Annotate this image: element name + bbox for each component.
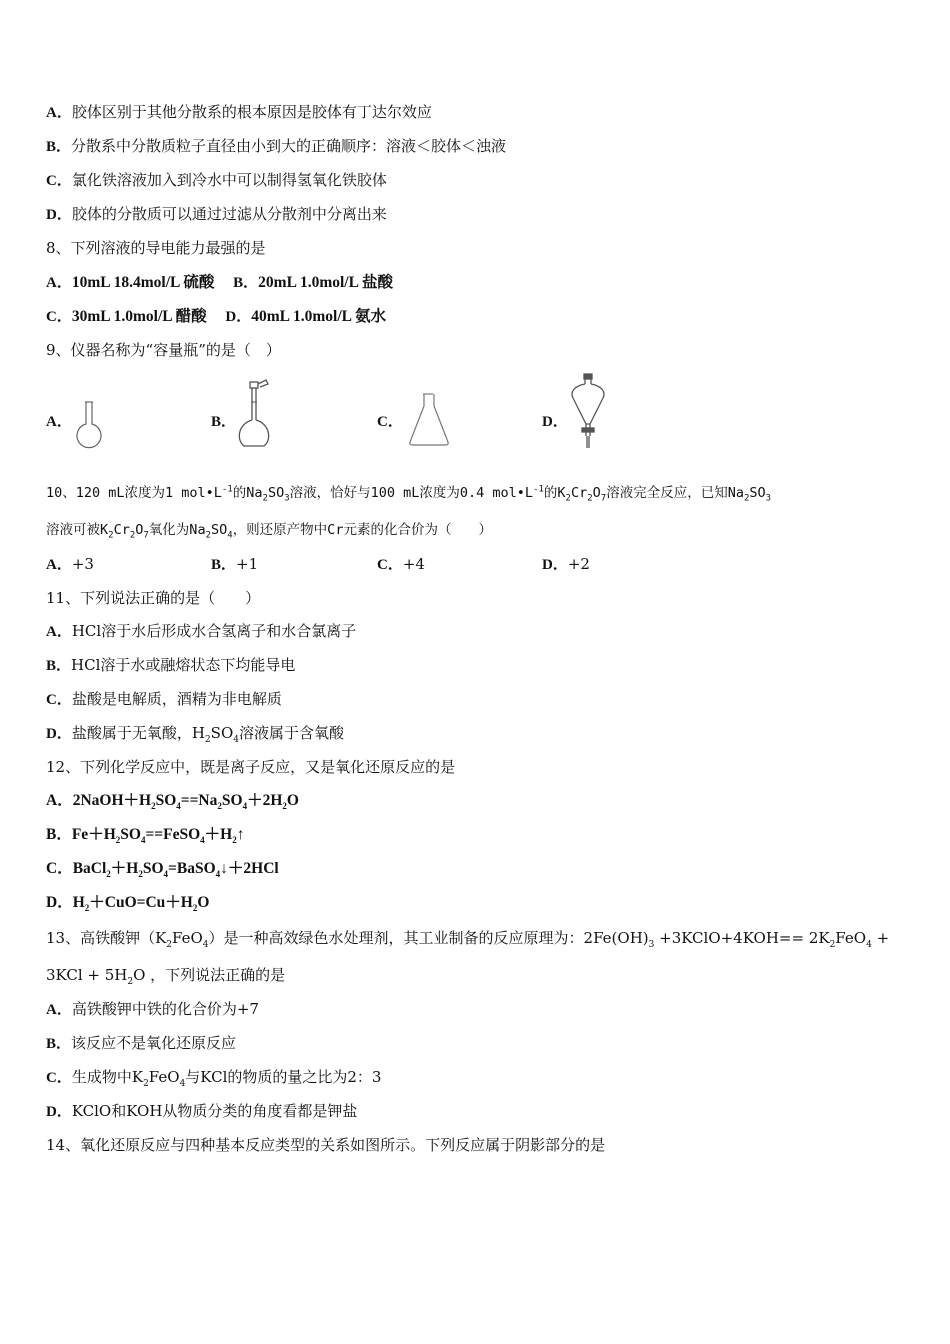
erlenmeyer-flask-icon xyxy=(405,392,453,448)
text: 10、120 mL浓度为1 mol•L xyxy=(46,485,222,501)
option-label: D． xyxy=(46,726,72,742)
option-text: HCl溶于水后形成水合氢离子和水合氯离子 xyxy=(71,622,357,640)
text: 盐酸属于无氧酸，H xyxy=(71,724,205,742)
sub: 2 xyxy=(127,977,134,987)
text: FeO xyxy=(148,1068,180,1086)
sub: 2 xyxy=(565,493,571,504)
sub: 2 xyxy=(204,735,211,745)
sub: 7 xyxy=(600,493,607,504)
option-label: B． xyxy=(46,1036,72,1052)
q8-option-d-text: 40mL 1.0mol/L 氨水 xyxy=(251,308,387,325)
text: FeO xyxy=(172,929,203,947)
text: + xyxy=(871,929,890,947)
q8-option-b-text: 20mL 1.0mol/L 盐酸 xyxy=(258,274,393,291)
q11-option-c xyxy=(46,689,282,710)
q9-option-d-label: D． xyxy=(542,414,568,430)
q12-option-b xyxy=(46,825,244,845)
text: +3KClO+4KOH== 2K xyxy=(654,929,830,947)
text: O xyxy=(135,522,144,538)
option-label: D． xyxy=(225,309,252,325)
option-label: C． xyxy=(377,557,403,573)
option-text: 盐酸是电解质，酒精为非电解质 xyxy=(71,690,282,708)
option-label: B． xyxy=(46,139,72,155)
option-label: C． xyxy=(46,173,72,189)
q7-option-d xyxy=(46,204,387,225)
sub: 4 xyxy=(227,530,233,541)
option-label: D． xyxy=(46,1104,72,1120)
sub: 2 xyxy=(743,493,750,504)
q8-options-ab xyxy=(46,272,393,293)
option-label: C． xyxy=(46,860,73,877)
sub: 2 xyxy=(151,801,156,812)
q13-stem-line1 xyxy=(46,928,889,948)
q12-option-c xyxy=(46,859,279,879)
q11-option-b xyxy=(46,655,295,676)
text: ，则还原产物中Cr元素的化合价为（ ） xyxy=(232,522,492,538)
q12-stem: 12、下列化学反应中，既是离子反应，又是氧化还原反应的是 xyxy=(46,758,456,776)
text: O xyxy=(197,894,210,911)
sub: 2 xyxy=(232,835,237,846)
q13-option-b xyxy=(46,1033,236,1054)
option-text: 高铁酸钾中铁的化合价为+7 xyxy=(71,1000,259,1018)
sub: 4 xyxy=(866,940,872,950)
sub: 4 xyxy=(176,801,181,812)
sub: 2 xyxy=(217,801,222,812)
q14-stem: 14、氧化还原反应与四种基本反应类型的关系如图所示。下列反应属于阴影部分的是 xyxy=(46,1136,606,1154)
sub: 2 xyxy=(262,493,268,504)
sub: 2 xyxy=(115,835,121,846)
q13-option-c xyxy=(46,1067,381,1088)
sub: 2 xyxy=(108,530,114,541)
option-label: D． xyxy=(46,207,72,223)
sub: 2 xyxy=(143,1079,149,1089)
sub: 4 xyxy=(200,835,205,846)
sup: -1 xyxy=(533,484,544,495)
option-label: D． xyxy=(542,557,568,573)
text: O xyxy=(286,792,299,809)
sub: 3 xyxy=(284,493,290,504)
q10-option-c xyxy=(377,554,425,575)
sub: 4 xyxy=(233,735,239,745)
option-text: 胶体的分散质可以通过过滤从分散剂中分离出来 xyxy=(71,205,387,223)
sub: 7 xyxy=(143,530,149,541)
text: SO xyxy=(210,724,234,742)
text: 溶液，恰好与100 mL浓度为0.4 mol•L xyxy=(289,485,534,501)
sub: 2 xyxy=(106,869,111,880)
text: 3KCl + 5H xyxy=(46,966,128,984)
q7-option-c xyxy=(46,170,387,191)
q7-option-a xyxy=(46,102,432,123)
q9-option-c-label: C． xyxy=(377,414,403,430)
option-text: KClO和KOH从物质分类的角度看都是钾盐 xyxy=(71,1102,358,1120)
text: SO xyxy=(142,860,164,877)
text: ＋2H xyxy=(247,792,283,809)
option-label: D． xyxy=(46,894,73,911)
text: Fe＋H xyxy=(71,826,116,843)
text: ＋H xyxy=(204,826,233,843)
option-label: B． xyxy=(46,658,72,674)
sub: 4 xyxy=(140,835,146,846)
q8-options-cd xyxy=(46,306,386,327)
sub: 2 xyxy=(138,869,143,880)
q10-stem-line2 xyxy=(46,520,492,540)
option-label: B． xyxy=(233,275,259,291)
text: 的K xyxy=(543,485,566,501)
option-label: C． xyxy=(46,692,72,708)
option-label: B． xyxy=(46,826,72,843)
q10-stem-line1 xyxy=(46,483,771,503)
sub: 2 xyxy=(205,530,211,541)
text: FeO xyxy=(835,929,867,947)
text: SO xyxy=(749,485,766,501)
text: 13、高铁酸钾（K xyxy=(46,929,167,947)
option-label: C． xyxy=(46,309,72,325)
option-label: A． xyxy=(46,275,72,291)
text: =BaSO xyxy=(168,860,216,877)
round-bottom-flask-icon xyxy=(72,400,106,450)
text: Cr xyxy=(113,522,130,538)
option-label: A． xyxy=(46,792,73,809)
text: SO xyxy=(120,826,141,843)
sub: 2 xyxy=(829,940,836,950)
q12-option-d xyxy=(46,893,209,913)
text: ↓＋2HCl xyxy=(220,860,279,877)
sub: 4 xyxy=(242,801,248,812)
q9-option-b-label: B． xyxy=(211,414,237,430)
option-text: +4 xyxy=(402,555,425,573)
text: 2NaOH＋H xyxy=(72,792,152,809)
option-text: 胶体区别于其他分散系的根本原因是胶体有丁达尔效应 xyxy=(71,103,432,121)
q9-option-a-label: A． xyxy=(46,414,72,430)
text: SO xyxy=(221,792,243,809)
option-text: 氯化铁溶液加入到冷水中可以制得氢氧化铁胶体 xyxy=(71,171,387,189)
q10-option-a xyxy=(46,554,94,575)
text: 生成物中K xyxy=(71,1068,144,1086)
text: SO xyxy=(211,522,228,538)
text: ＋H xyxy=(110,860,139,877)
text: ==FeSO xyxy=(145,826,201,843)
q8-stem: 8、下列溶液的导电能力最强的是 xyxy=(46,239,266,257)
option-label: A． xyxy=(46,105,72,121)
q9-stem: 9、仪器名称为“容量瓶”的是（ ） xyxy=(46,341,281,359)
text: SO xyxy=(155,792,177,809)
text: ↑ xyxy=(236,826,245,843)
sub: 2 xyxy=(166,940,173,950)
sub: 4 xyxy=(202,940,209,950)
sub: 2 xyxy=(192,903,198,914)
text: 氧化为Na xyxy=(148,522,206,538)
q13-stem-line2 xyxy=(46,965,285,985)
option-text: 该反应不是氧化还原反应 xyxy=(71,1034,237,1052)
q8-option-a-text: 10mL 18.4mol/L 硫酸 xyxy=(71,274,215,291)
sub: 3 xyxy=(765,493,772,504)
q11-stem: 11、下列说法正确的是（ ） xyxy=(46,589,261,607)
option-text: +2 xyxy=(567,555,590,573)
text: 与KCl的物质的量之比为2：3 xyxy=(185,1068,382,1086)
text: SO xyxy=(267,485,285,501)
text: 溶液可被K xyxy=(46,522,109,538)
option-label: A． xyxy=(46,624,72,640)
text: O ，下列说法正确的是 xyxy=(133,966,286,984)
q10-option-b xyxy=(211,554,258,575)
q11-option-a xyxy=(46,621,356,642)
q13-option-d xyxy=(46,1101,357,1122)
q7-option-b xyxy=(46,136,506,157)
volumetric-flask-icon xyxy=(234,378,274,450)
sub: 2 xyxy=(129,530,136,541)
option-label: A． xyxy=(46,1002,72,1018)
sub: 4 xyxy=(179,1079,186,1089)
text: 溶液属于含氧酸 xyxy=(238,724,344,742)
sub: 3 xyxy=(648,940,655,950)
option-label: B． xyxy=(211,557,237,573)
option-text: HCl溶于水或融熔状态下均能导电 xyxy=(71,656,296,674)
q11-option-d xyxy=(46,723,344,744)
sub: 2 xyxy=(84,903,90,914)
sub: 4 xyxy=(215,869,221,880)
text: Cr xyxy=(570,485,588,501)
text: ）是一种高效绿色水处理剂，其工业制备的反应原理为：2Fe(OH) xyxy=(208,929,649,947)
q13-option-a xyxy=(46,999,259,1020)
text: ＋CuO=Cu＋H xyxy=(89,894,193,911)
text: 的Na xyxy=(232,485,263,501)
option-label: C． xyxy=(46,1070,72,1086)
option-text: 分散系中分散质粒子直径由小到大的正确顺序：溶液＜胶体＜浊液 xyxy=(71,137,507,155)
q12-option-a xyxy=(46,791,299,811)
separatory-funnel-icon xyxy=(566,372,610,452)
sub: 2 xyxy=(587,493,593,504)
sub: 4 xyxy=(163,869,169,880)
text: 溶液完全反应，已知Na xyxy=(606,485,744,501)
option-text: +3 xyxy=(71,555,94,573)
q8-option-c-text: 30mL 1.0mol/L 醋酸 xyxy=(71,308,207,325)
text: O xyxy=(592,485,601,501)
option-label: A． xyxy=(46,557,72,573)
sup: -1 xyxy=(221,484,233,495)
text: ==Na xyxy=(180,792,218,809)
sub: 2 xyxy=(282,801,287,812)
option-text: +1 xyxy=(236,555,259,573)
text: H xyxy=(72,894,85,911)
q10-option-d xyxy=(542,554,590,575)
text: BaCl xyxy=(72,860,107,877)
